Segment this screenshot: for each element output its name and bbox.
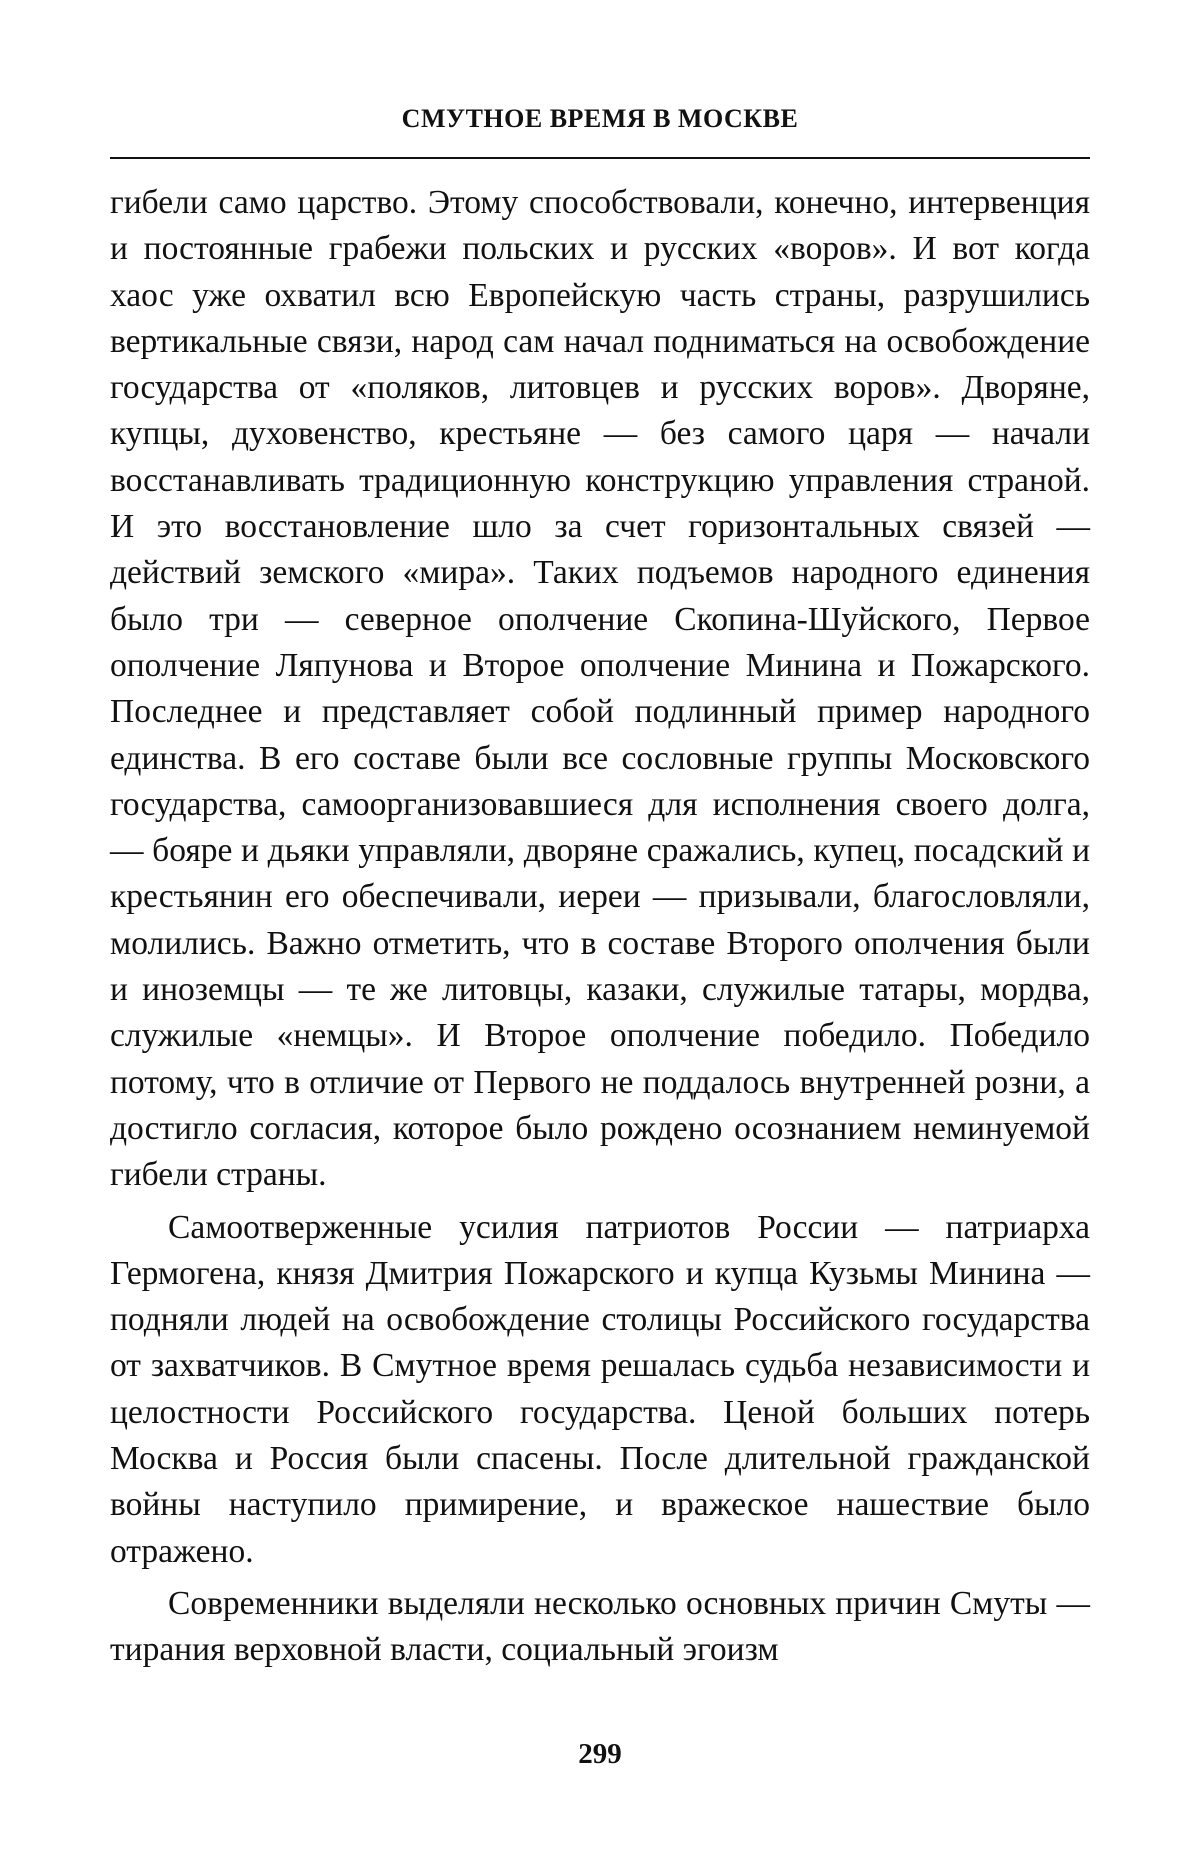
header-rule (110, 157, 1090, 159)
paragraph: Самоотверженные усилия патриотов России — патриарха Гермогена, князя Дмитрия Пожарского и купца Кузьмы Минина — подняли людей на освобождение столицы Российского государства от захватчиков. В Смутное время решалась судьба независимости и целостности Российского государства. Ценой больших потерь Москва и Россия были спасены. После длительной гражданской войны наступило примирение, и вражеское нашествие было отражено. (110, 1208, 1090, 1570)
page-number: 299 (578, 1738, 622, 1770)
running-title: СМУТНОЕ ВРЕМЯ В МОСКВЕ (401, 104, 799, 133)
body-text (110, 180, 1090, 1674)
paragraph-continued: гибели само царство. Этому способствовали, конечно, интервенция и постоянные грабежи польских и русских «воров». И вот когда хаос уже охватил всю Европейскую часть страны, разрушились вертикальные связи, народ сам начал подниматься на освобождение государства от «поляков, литовцев и русских воров». Дворяне, купцы, духовенство, крестьяне — без самого царя — начали восстанавливать традиционную конструкцию управления страной. И это восстановление шло за счет горизонтальных связей — действий земского «мира». Таких подъемов народного единения было три — северное ополчение Скопина-Шуйского, Первое ополчение Ляпунова и Второе ополчение Минина и Пожарского. Последнее и представляет собой подлинный пример народного единства. В его составе были все сословные группы Московского государства, самоорганизовавшиеся для исполнения своего долга, — бояре и дьяки управляли, дворяне сражались, купец, посадский и крестьянин его обеспечивали, иереи — призывали, благословляли, молились. Важно отметить, что в составе Второго ополчения были и иноземцы — те же литовцы, казаки, служилые татары, мордва, служилые «немцы». И Второе ополчение победило. Победило потому, что в отличие от Первого не поддалось внутренней розни, а достигло согласия, которое было рождено осознанием неминуемой гибели страны. (110, 184, 1090, 1194)
paragraph: Современники выделяли несколько основных причин Смуты — тирания верховной власти, социальный эгоизм (110, 1584, 1090, 1669)
